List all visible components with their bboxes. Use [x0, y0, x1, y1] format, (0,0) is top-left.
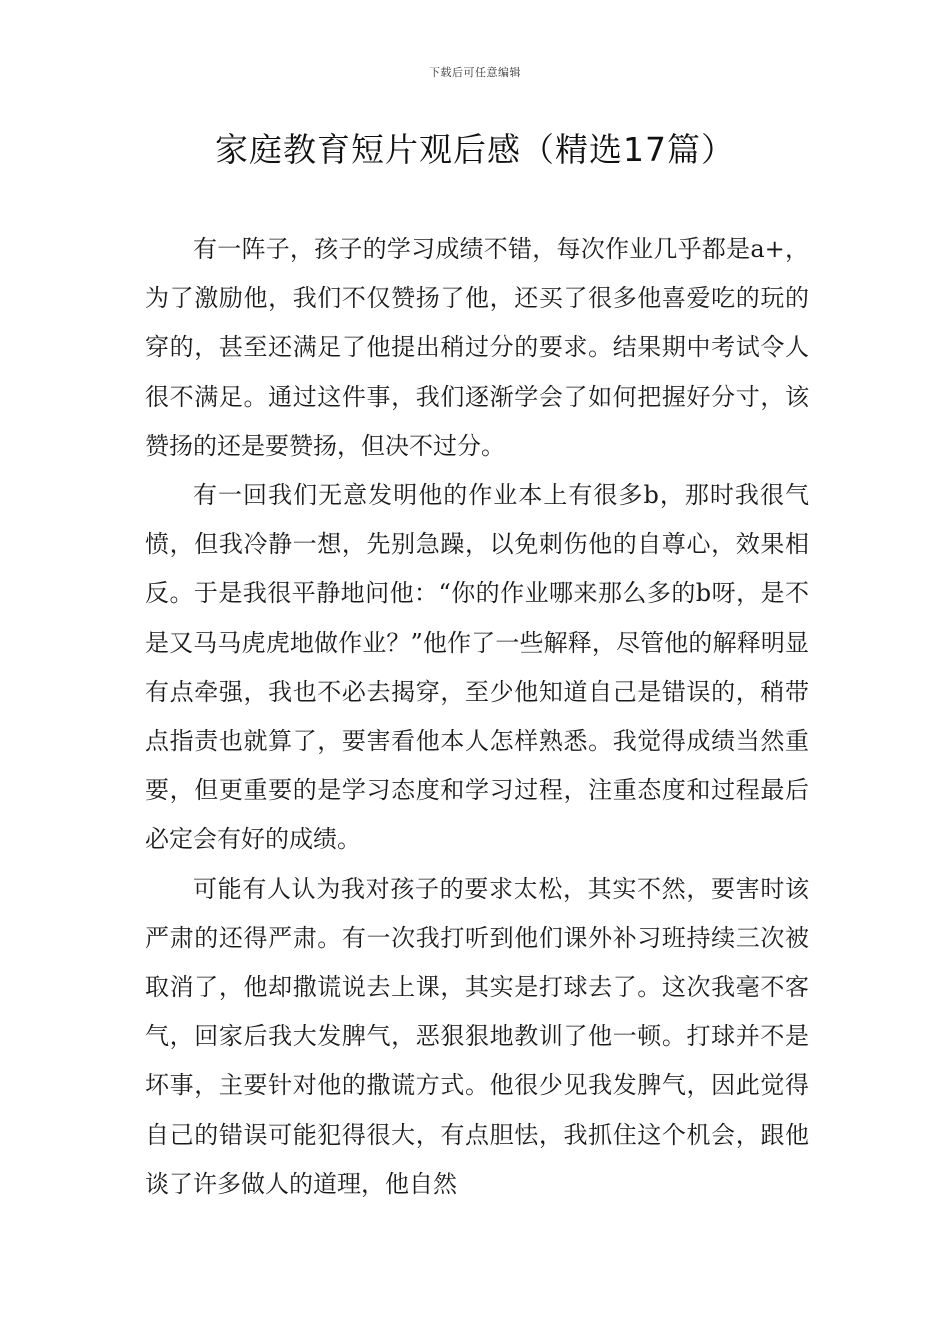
document-title: 家庭教育短片观后感（精选17篇）	[215, 130, 735, 169]
paragraph: 有一回我们无意发明他的作业本上有很多b，那时我很气愤，但我冷静一想，先别急躁，以免刺伤他的自尊心，效果相反。于是我很平静地问他：“你的作业哪来那么多的b呀，是不是又马马虎虎地做作业？”他作了一些解释，尽管他的解释明显有点牵强，我也不必去揭穿，至少他知道自己是错误的，稍带点指责也就算了，要害看他本人怎样熟悉。我觉得成绩当然重要，但更重要的是学习态度和学习过程，注重态度和过程最后必定会有好的成绩。	[145, 481, 809, 854]
paragraph: 可能有人认为我对孩子的要求太松，其实不然，要害时该严肃的还得严肃。有一次我打听到他们课外补习班持续三次被取消了，他却撒谎说去上课，其实是打球去了。这次我毫不客气，回家后我大发脾气，恶狠狠地教训了他一顿。打球并不是坏事，主要针对他的撒谎方式。他很少见我发脾气，因此觉得自己的错误可能犯得很大，有点胆怯，我抓住这个机会，跟他谈了许多做人的道理，他自然	[145, 874, 809, 1198]
header-note: 下载后可任意编辑	[429, 66, 521, 79]
body-text	[145, 225, 809, 1209]
paragraph: 有一阵子，孩子的学习成绩不错，每次作业几乎都是a+，为了激励他，我们不仅赞扬了他，还买了很多他喜爱吃的玩的穿的，甚至还满足了他提出稍过分的要求。结果期中考试令人很不满足。通过这件事，我们逐渐学会了如何把握好分寸，该赞扬的还是要赞扬，但决不过分。	[145, 235, 809, 460]
